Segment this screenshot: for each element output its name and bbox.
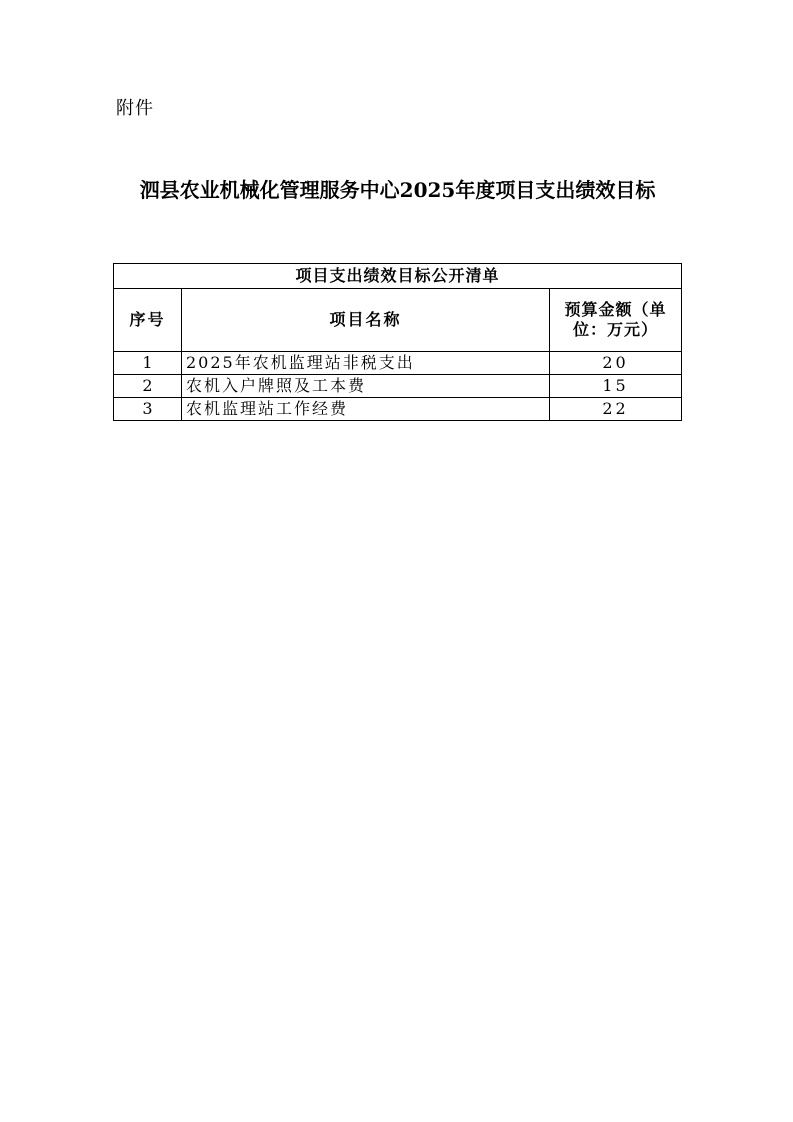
row-project-name: 农机入户牌照及工本费 <box>182 375 550 398</box>
row-project-name: 农机监理站工作经费 <box>182 398 550 421</box>
row-budget-amount: 22 <box>550 398 682 421</box>
table-row <box>114 352 682 375</box>
attachment-label: 附件 <box>116 98 154 119</box>
row-serial-number: 2 <box>114 375 182 398</box>
document-title: 泗县农业机械化管理服务中心2025年度项目支出绩效目标 <box>139 178 656 202</box>
row-budget-amount: 20 <box>550 352 682 375</box>
table-row <box>114 398 682 421</box>
row-project-name: 2025年农机监理站非税支出 <box>182 352 550 375</box>
table-row <box>114 375 682 398</box>
header-budget-amount: 预算金额（单位：万元） <box>550 289 682 352</box>
header-project-name: 项目名称 <box>182 289 550 352</box>
table-caption: 项目支出绩效目标公开清单 <box>114 264 682 289</box>
row-serial-number: 1 <box>114 352 182 375</box>
row-budget-amount: 15 <box>550 375 682 398</box>
header-serial-number: 序号 <box>114 289 182 352</box>
project-list-table <box>113 263 682 421</box>
row-serial-number: 3 <box>114 398 182 421</box>
